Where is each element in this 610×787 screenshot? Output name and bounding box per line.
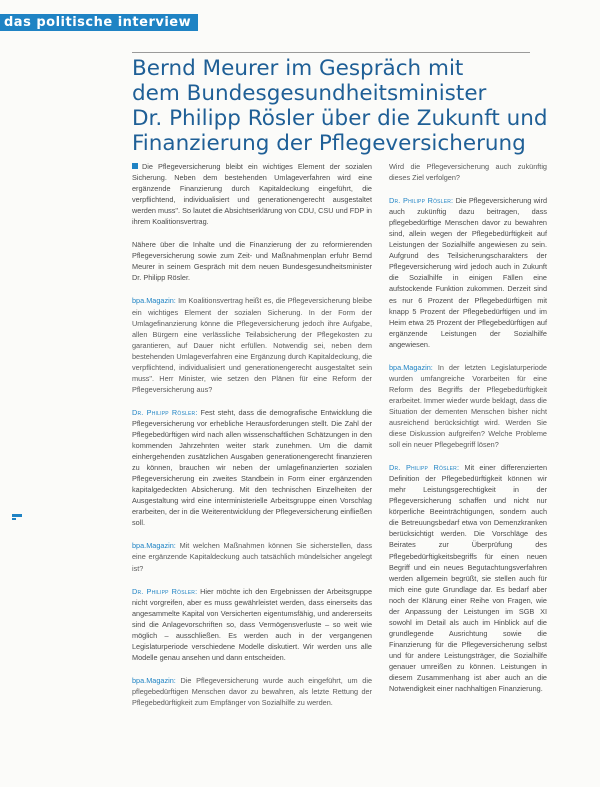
question-paragraph <box>132 675 372 708</box>
answer-paragraph <box>389 195 547 350</box>
right-column <box>389 161 547 706</box>
scan-margin <box>600 0 610 787</box>
answer-paragraph <box>389 462 547 694</box>
speaker-label: Dr. Philipp Rösler: <box>132 586 198 596</box>
title-rule <box>132 52 530 53</box>
question-text: Mit welchen Maßnahmen können Sie sicherstellen, dass eine ergänzende Kapitaldeckung auch tatsächlich mündelsicher angelegt ist? <box>132 541 372 573</box>
intro-text: Die Pflegeversicherung bleibt ein wichtiges Element der sozialen Sicherung. Neben dem bestehenden Umlageverfahren wird eine ergänzende Finanzierung durch Kapitaldeckung eingeführt, die verpflichtend, individualisiert und generationengerecht ausgestaltet werden muss". So lautet die Absichtserklärung von CDU, CSU und FDP in ihrem Koalitionsvertrag. <box>132 162 372 227</box>
speaker-label: Dr. Philipp Rösler: <box>132 407 198 417</box>
article-title <box>132 56 552 156</box>
margin-marker <box>12 514 22 517</box>
speaker-label: Dr. Philipp Rösler: <box>389 463 460 473</box>
lead-paragraph <box>132 239 372 283</box>
question-paragraph <box>132 295 372 394</box>
question-label: bpa.Magazin: <box>132 296 176 306</box>
left-column <box>132 161 372 712</box>
question-text: Die Pflegeversicherung wurde auch eingeführt, um die pflegebedürftigen Menschen davor zu bewahren, als letzte Rettung der Pflegebedürftigkeit zum Empfänger von Sozialhilfe zu werden. <box>132 675 373 707</box>
question-paragraph <box>389 362 547 450</box>
section-header-band <box>0 14 198 31</box>
answer-text: Hier möchte ich den Ergebnissen der Arbeitsgruppe nicht vorgreifen, aber es muss gewährleistet werden, dass einerseits das angesammelte Kapital von Versicherten eigentumsfähig, und andererseits sind die Anlagevorschriften so, dass Vermögensverluste – so weit wie möglich – ausschließen. Es werden auch in der vergangenen Legislaturperiode verschiedene Modelle diskutiert. Wir werden uns alle Modelle genau ansehen und dann entscheiden. <box>132 586 373 662</box>
question-text: In der letzten Legislaturperiode wurden umfangreiche Vorarbeiten für eine Reform des Begriffs der Pflegebedürftigkeit erarbeitet. Immer wieder wurde beklagt, dass die Situation der dementen Menschen bisher nicht ausreichend berücksichtigt wird. Werden Sie diese Diskussion aufgreifen? Welche Probleme soll ein neuer Pflegebegriff lösen? <box>389 362 547 450</box>
title-line: Bernd Meurer im Gespräch mit <box>132 56 464 81</box>
intro-paragraph <box>132 161 372 227</box>
lead-text: Nähere über die Inhalte und die Finanzierung der zu reformierenden Pflegeversicherung sowie zum Zeit- und Maßnahmenplan erfuhr Bernd Meurer in seinem Gespräch mit dem neuen Bundesgesundheitsminister Dr. Philipp Rösler. <box>132 240 372 283</box>
bullet-square-icon <box>132 163 138 169</box>
title-line: Dr. Philipp Rösler über die Zukunft und <box>132 106 548 131</box>
title-line: Finanzierung der Pflegeversicherung <box>132 131 526 156</box>
question-text: Im Koalitionsvertrag heißt es, die Pflegeversicherung bleibe ein wichtiges Element der sozialen Sicherung. In der Form der Umlagefinanzierung könne die Pflegeversicherung jedoch ihre Aufgabe, allen Bürgern eine verlässliche Teilabsicherung der Pflegekosten zu garantieren, auf Dauer nicht erfüllen. Notwendig sei, neben dem bestehenden Umlageverfahren eine Ergänzung durch Kapitaldeckung, die verpflichtend, individualisiert und generationengerecht ausgestaltet sein muss". Herr Minister, wie setzen den Plänen für eine Reform der Pflegeversicherung aus? <box>132 296 372 394</box>
answer-paragraph <box>132 586 372 663</box>
question-label: bpa.Magazin: <box>389 362 433 372</box>
question-label: bpa.Magazin: <box>132 541 176 551</box>
section-header-label: das politische interview <box>4 15 192 30</box>
question-continuation: Wird die Pflegeversicherung auch zukünftig dieses Ziel verfolgen? <box>389 162 547 183</box>
answer-paragraph <box>132 407 372 529</box>
answer-text: Die Pflegeversicherung wird auch zukünftig dazu beitragen, dass pflegebedürftige Menschen davor zu bewahren sind, allein wegen der Pflegebedürftigkeit auf Leistungen der Sozialhilfe angewiesen zu sein. Aufgrund des Teilsicherungscharakters der Pflegeversicherung wird jedoch auch in Zukunft die Sozialhilfe in einigen Fällen eine aufstockende Funktion zukommen. Derzeit sind es nur 6 Prozent der Pflegebedürftigen mit knapp 5 Prozent der Pflegebedürftigen und im Heim etwa 25 Prozent der Pflegebedürftigen auf ergänzende Leistungen der Sozialhilfe angewiesen. <box>389 196 547 349</box>
margin-marker <box>12 518 16 520</box>
answer-text: Mit einer differenzierten Definition der Pflegebedürftigkeit können wir mehr Leistungsgerechtigkeit in der Pflegeversicherung schaffen und nicht nur körperliche Beeinträchtigungen, sondern auch die Betreuungsbedarf etwa von Demenzkranken berücksichtigt werden. Die Vorschläge des Beirates zur Überprüfung des Pflegebedürftigkeitsbegriffs für einen neuen Begriff und ein neues Begutachtungsverfahren werden allgemein begrüßt, sie stellen auch für mich eine gute Grundlage dar. Es bedarf aber noch der Klärung einer Reihe von Fragen, wie der Anpassung der Leistungen im SGB XI sowohl im Detail als auch im Hinblick auf die grundlegende Ausrichtung sowie die Finanzierung für die Pflegeversicherung selbst und für andere Leistungsträger, die Sozialhilfe genauer umreißen zu können. Leistungen in diesem Zusammenhang ist aber auch an die Notwendigkeit einer nachhaltigen Finanzierung. <box>389 463 548 694</box>
speaker-label: Dr. Philipp Rösler: <box>389 196 454 206</box>
title-line: dem Bundesgesundheitsminister <box>132 81 487 106</box>
question-label: bpa.Magazin: <box>132 675 176 685</box>
question-paragraph <box>132 540 372 573</box>
answer-text: Fest steht, dass die demografische Entwicklung die Pflegeversicherung vor erhebliche Herausforderungen stellt. Die Zahl der Pflegebedürftigen wird nach allen wissenschaftlichen Schätzungen in den kommenden Jahrzehnten weiter stark zunehmen. Um die damit einhergehenden zusätzlichen Ausgaben generationengerecht finanzieren zu können, brauchen wir neben der umlagefinanzierten sozialen Pflegeversicherung ein zweites Standbein in Form einer ergänzenden kapitalgedeckten Absicherung. Mit den technischen Einzelheiten der Ausgestaltung wird eine interministerielle Arbeitsgruppe einen Vorschlag erarbeiten, der in die Weiterentwicklung der Pflegeversicherung einfließen soll. <box>132 407 373 528</box>
